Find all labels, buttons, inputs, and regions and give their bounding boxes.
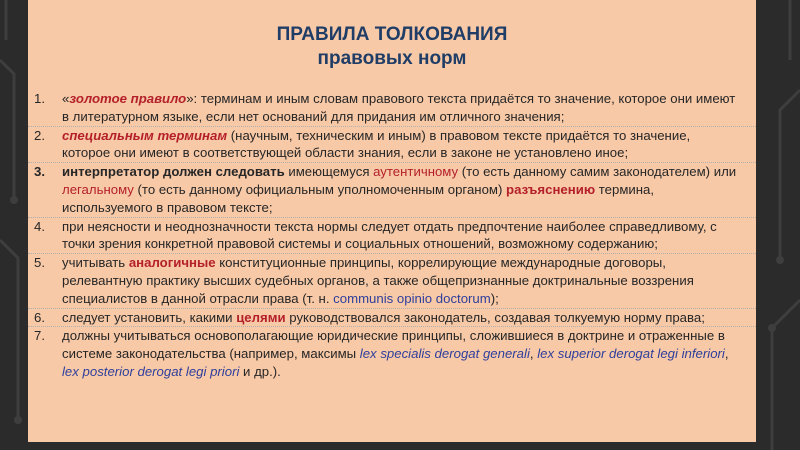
rule-text: , <box>724 346 729 362</box>
rule-text: и др.). <box>239 363 281 379</box>
rule-text: ); <box>490 290 499 306</box>
rule-text: учитывать <box>62 255 129 271</box>
rule-number: 5. <box>34 255 45 271</box>
rule-key-term: аналогичные <box>128 255 216 271</box>
rule-latin-term: lex posterior derogat legi priori <box>62 363 240 379</box>
rule-latin-term: lex superior derogat legi inferiori <box>537 346 725 362</box>
rule-text: »: терминам и иным словам правового текста придаётся то значение, которое они имеют в литературном языке, если нет оснований для придания им отличного значения; <box>62 91 736 124</box>
rule-text: « <box>62 91 70 106</box>
rule-text: (научным, техническим и иным) в правовом тексте придаётся то значение, которое они имеют в соответствующей области знания, если в законе не установлено иное; <box>62 127 691 161</box>
rule-item-6 <box>28 309 756 328</box>
rule-text: имеющемуся <box>284 164 374 180</box>
rule-item-3 <box>28 163 756 217</box>
rule-key-term: специальным терминам <box>62 127 228 143</box>
rule-highlight: легальному <box>62 181 134 197</box>
slide-title: ПРАВИЛА ТОЛКОВАНИЯ <box>276 24 508 45</box>
rule-item-2 <box>28 127 756 164</box>
slide-subtitle: правовых норм <box>317 48 467 69</box>
rule-text: (то есть данному самим законодателем) или <box>458 164 737 180</box>
rule-text: термина, используемого в правовом тексте; <box>62 181 655 215</box>
rule-item-5 <box>28 254 756 308</box>
rule-number: 3. <box>34 164 45 180</box>
rule-key-term: интерпретатор должен следовать <box>62 164 285 180</box>
rules-list <box>28 90 756 381</box>
rule-item-1 <box>28 90 756 127</box>
rule-text: конституционные принципы, коррелирующие международные договоры, релевантную практику высших судебных органов, а также общепризнанные доктринальные воззрения специалистов в данной отрасли права (т. н. <box>62 255 694 306</box>
rule-number: 6. <box>34 309 45 325</box>
rule-text: (то есть данному официальным уполномоченным органом) <box>133 181 507 197</box>
slide-card <box>28 0 756 442</box>
rule-text: следует установить, какими <box>62 309 237 325</box>
rule-key-term: золотое правило <box>69 91 187 106</box>
rule-text: руководствовался законодатель, создавая толкуемую норму права; <box>285 309 705 325</box>
rule-number: 2. <box>34 127 45 143</box>
rule-item-4 <box>28 218 756 255</box>
rule-latin-term: communis opinio doctorum <box>333 290 491 306</box>
rule-key-term: разъяснению <box>506 181 596 197</box>
rule-text: , <box>529 346 538 362</box>
rule-number: 4. <box>34 218 45 234</box>
rule-latin-term: lex specialis derogat generali <box>359 346 530 362</box>
rule-highlight: аутентичному <box>373 164 459 180</box>
rule-item-7 <box>28 327 756 380</box>
rule-number: 7. <box>34 328 45 344</box>
rule-text: должны учитываться основополагающие юридические принципы, сложившиеся в доктрине и отраженные в системе законодательства (например, максимы <box>62 328 725 362</box>
rule-text: при неясности и неоднозначности текста нормы следует отдать предпочтение наиболее справедливому, с точки зрения конкретной правовой системы и социальных отношений, возможному содержанию; <box>62 218 717 252</box>
rule-key-term: целями <box>236 309 286 325</box>
rule-number: 1. <box>34 91 45 106</box>
